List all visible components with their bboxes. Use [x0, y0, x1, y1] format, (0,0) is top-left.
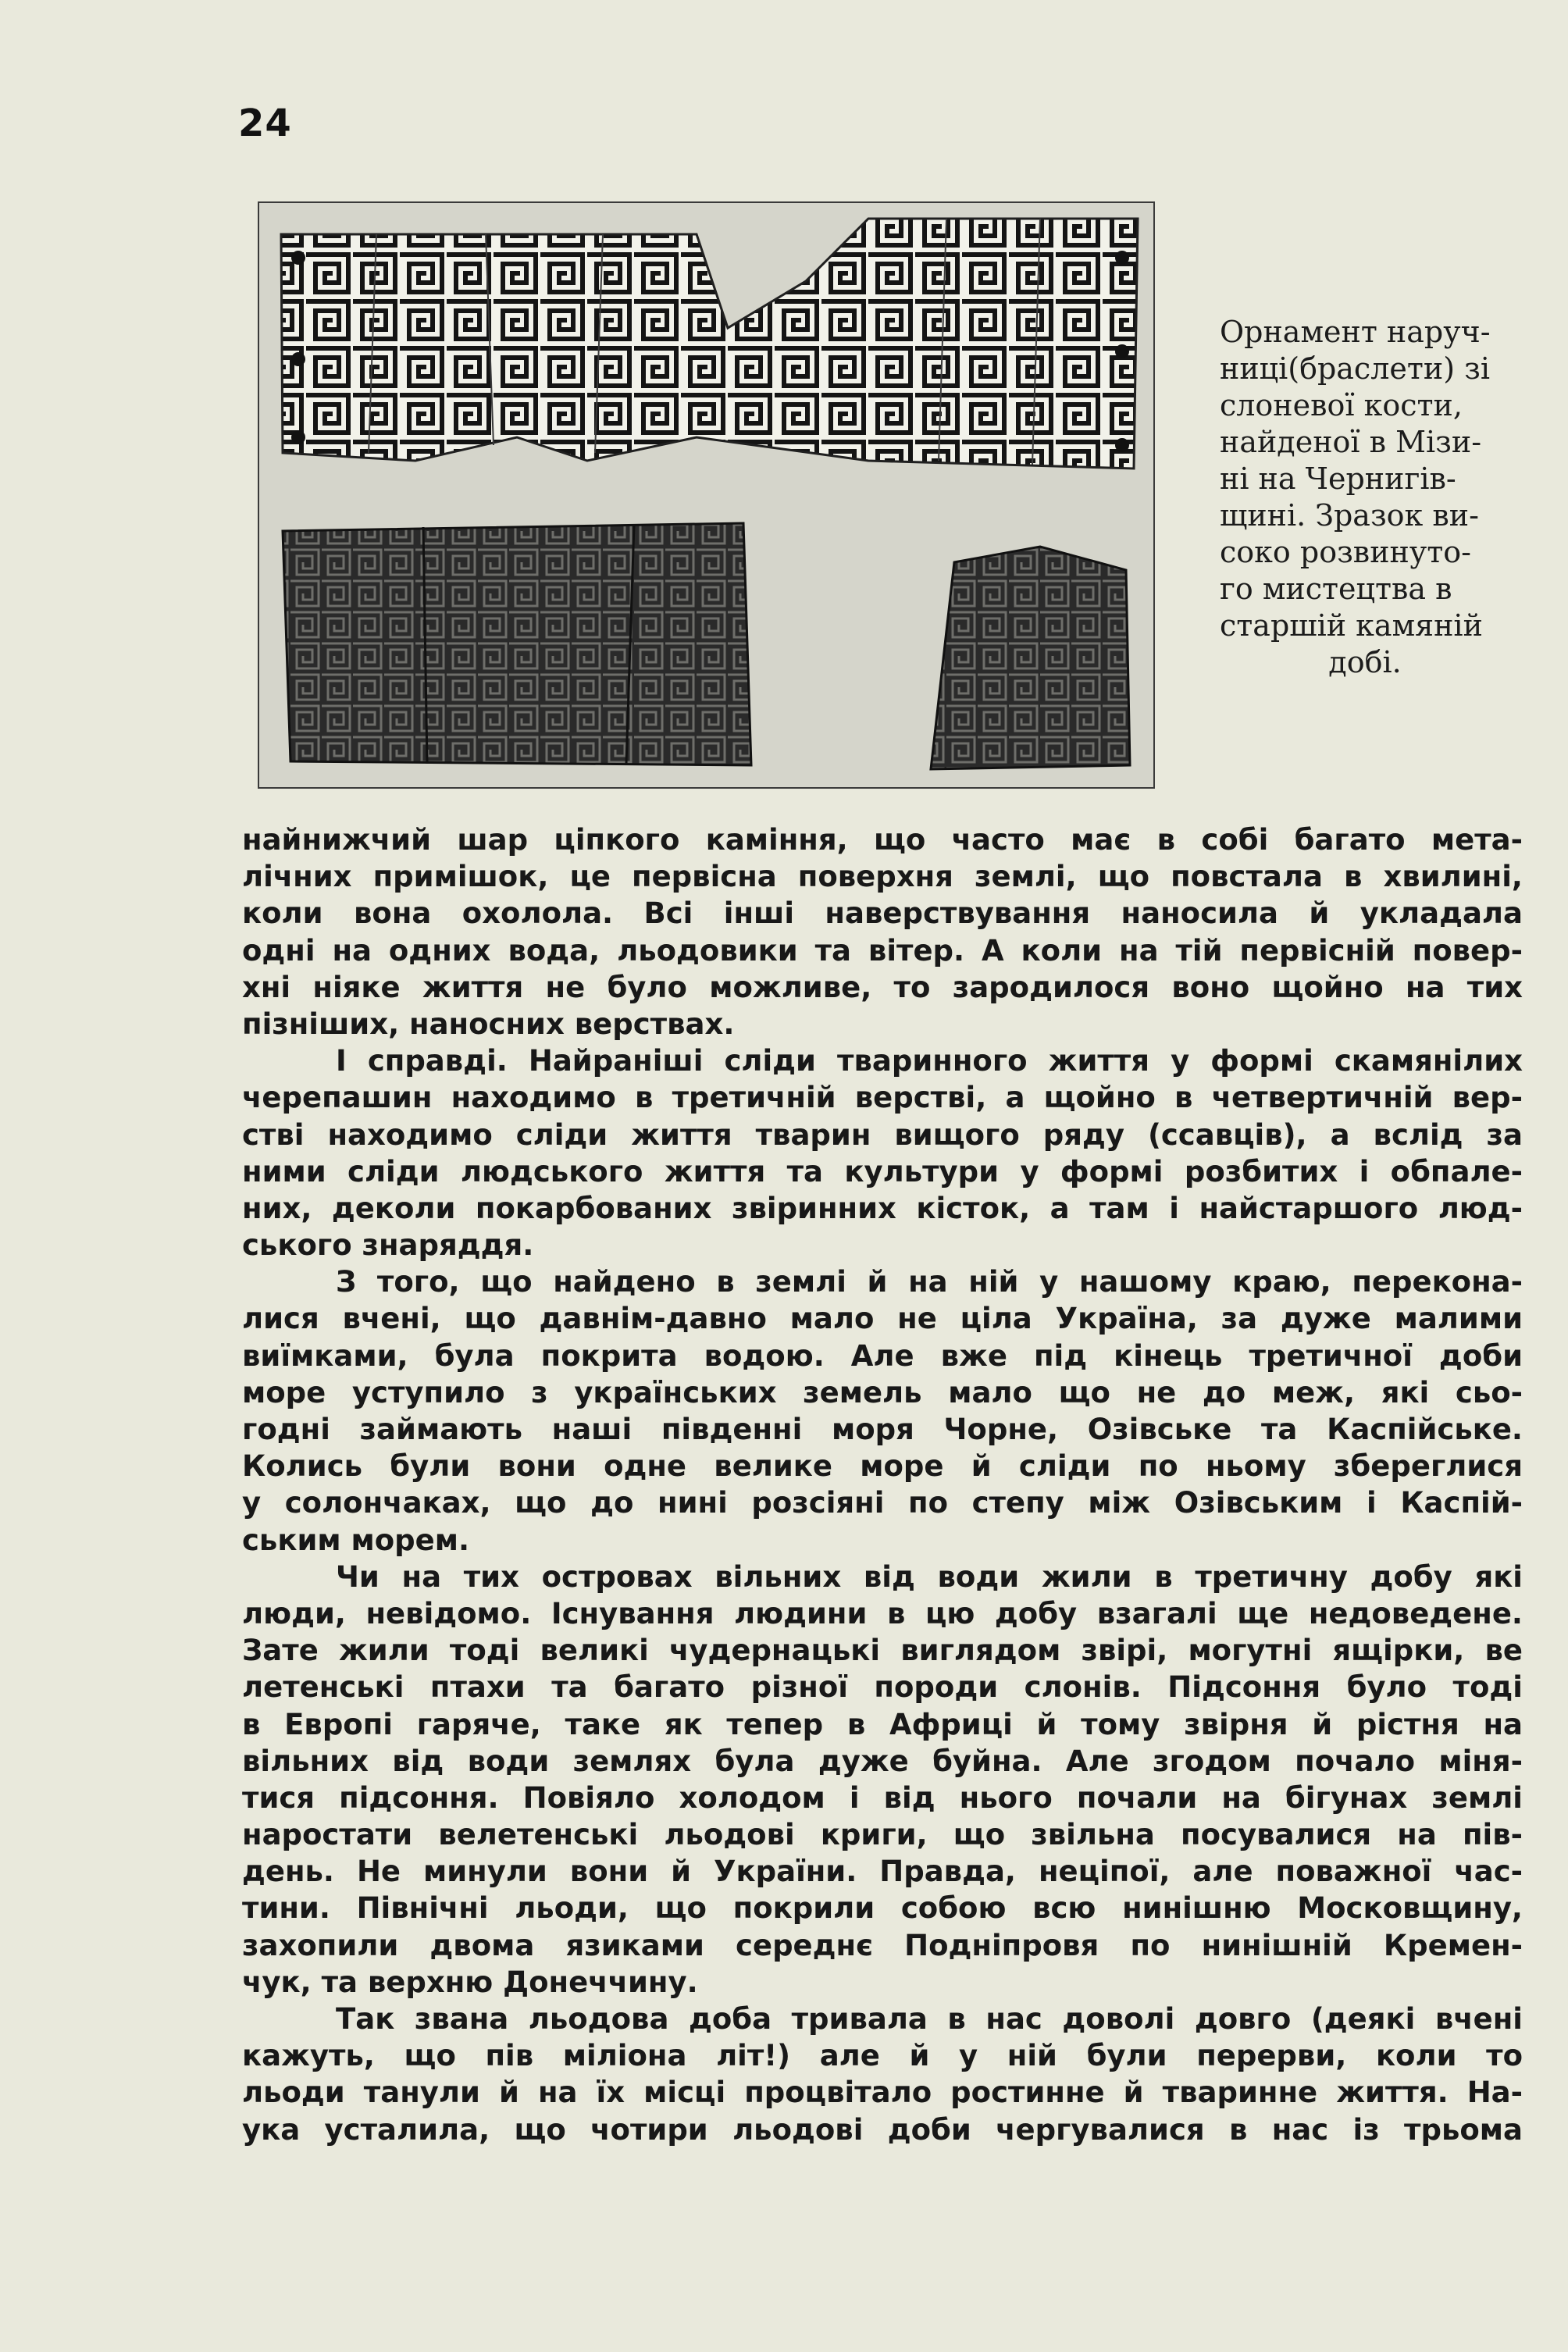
text-line: у солончаках, що до нині розсіяні по степу між Озівським і Каспій- — [242, 1486, 1523, 1520]
text-line: одні на одних вода, льодовики та вітер. А коли на тій первісній повер- — [242, 933, 1523, 968]
text-line: стві находимо сліди життя тварин вищого ряду (ссавців), а вслід за — [242, 1117, 1523, 1152]
caption-line: го мистецтва в — [1220, 572, 1452, 606]
text-line: чук, та верхню Донеччину. — [242, 1965, 698, 1999]
text-line: тини. Північні льоди, що покрили собою всю нинішню Московщину, — [242, 1891, 1523, 1926]
text-line: летенські птахи та багато різної породи слонів. Підсоння було тоді — [242, 1670, 1523, 1705]
text-line: Чи на тих островах вільних від води жили в третичну добу які — [336, 1559, 1523, 1594]
text-line: кажуть, що пів міліона літ!) але й у ній були перерви, коли то — [242, 2039, 1523, 2073]
text-line: тися підсоння. Повіяло холодом і від нього почали на бігунах землі — [242, 1780, 1523, 1815]
text-line: наростати велетенські льодові криги, що звільна посувалися на пів- — [242, 1818, 1523, 1852]
text-line: годні займають наші південні моря Чорне, Озівське та Каспійське. — [242, 1413, 1523, 1446]
text-line: Колись були вони одне велике море й сліди по ньому збереглися — [242, 1449, 1523, 1484]
caption-line: соко розвинуто- — [1220, 535, 1471, 569]
caption-line: добі. — [1328, 645, 1402, 679]
text-line: вільних від води землях була дуже буйна. Але згодом почало міня- — [242, 1744, 1523, 1778]
caption-line: Орнамент наруч- — [1220, 315, 1491, 349]
text-line: ським морем. — [242, 1523, 470, 1557]
text-line: лися вчені, що давнім-давно мало не ціла Україна, за дуже малими — [242, 1302, 1523, 1336]
caption-line: старшій камяній — [1220, 608, 1483, 643]
page-number: 24 — [238, 102, 292, 145]
text-line: лічних примішок, це первісна поверхня землі, що повстала в хвилині, — [242, 860, 1523, 894]
text-line: З того, що найдено в землі й на ній у нашому краю, переконa- — [336, 1265, 1523, 1299]
text-line: ського знаряддя. — [242, 1228, 534, 1263]
caption-line: найденої в Мізи- — [1220, 425, 1482, 459]
bracelet-fragment-bottom-right — [931, 547, 1130, 769]
text-line: коли вона охолола. Всі інші наверствування наносила й укладала — [242, 896, 1523, 931]
text-line: ука усталила, що чотири льодові доби чергувалися в нас із трьома — [242, 2112, 1523, 2147]
text-line: день. Не минули вони й України. Правда, неціпої, але поважної час- — [242, 1855, 1523, 1889]
caption-line: ні на Чернигів- — [1220, 461, 1456, 496]
text-line: найнижчий шар ціпкого каміння, що часто має в собі багато мета- — [242, 823, 1523, 857]
caption-line: слоневої кости, — [1220, 388, 1463, 422]
text-line: пізніших, наносних верствах. — [242, 1007, 735, 1041]
caption-line: щині. Зразок ви- — [1220, 498, 1479, 533]
text-line: море уступило з українських земель мало що не до меж, які сьо- — [242, 1375, 1523, 1409]
body-text — [242, 821, 1523, 2148]
text-line: хні ніяке життя не було можливе, то зародилося воно щойно на тих — [242, 970, 1523, 1004]
figure-caption — [1220, 314, 1510, 681]
text-line: в Европі гаряче, таке як тепер в Африці й тому звірня й рістня на — [242, 1707, 1523, 1741]
text-line: люди, невідомо. Існування людини в цю добу взагалі ще недоведене. — [242, 1596, 1523, 1630]
text-line: виїмками, була покрита водою. Але вже під кінець третичної доби — [242, 1338, 1523, 1373]
text-line: них, деколи покарбованих звіринних кісток, а там і найстаршого люд- — [242, 1191, 1523, 1225]
text-line: ними сліди людського життя та культури у формі розбитих і обпале- — [242, 1154, 1523, 1188]
bracelet-fragment-bottom-left — [283, 523, 751, 765]
text-line: Так звана льодова доба тривала в нас доволі довго (деякі вчені — [336, 2002, 1523, 2036]
text-line: захопили двома язиками середнє Подніпровя по нинішній Кремен- — [242, 1928, 1523, 1962]
text-line: І справді. Найраніші сліди тваринного життя у формі скамянілих — [336, 1044, 1523, 1078]
caption-line: ниці(браслети) зі — [1220, 351, 1490, 386]
text-line: льоди танули й на їх місці процвітало ростинне й тваринне життя. На- — [242, 2076, 1523, 2110]
text-line: Зате жили тоді великі чудернацькі виглядом звірі, могутні ящірки, ве — [242, 1634, 1523, 1668]
bracelet-ornament-photo — [258, 201, 1155, 789]
text-line: черепашин находимо в третичній верстві, а щойно в четвертичній вер- — [242, 1081, 1523, 1115]
